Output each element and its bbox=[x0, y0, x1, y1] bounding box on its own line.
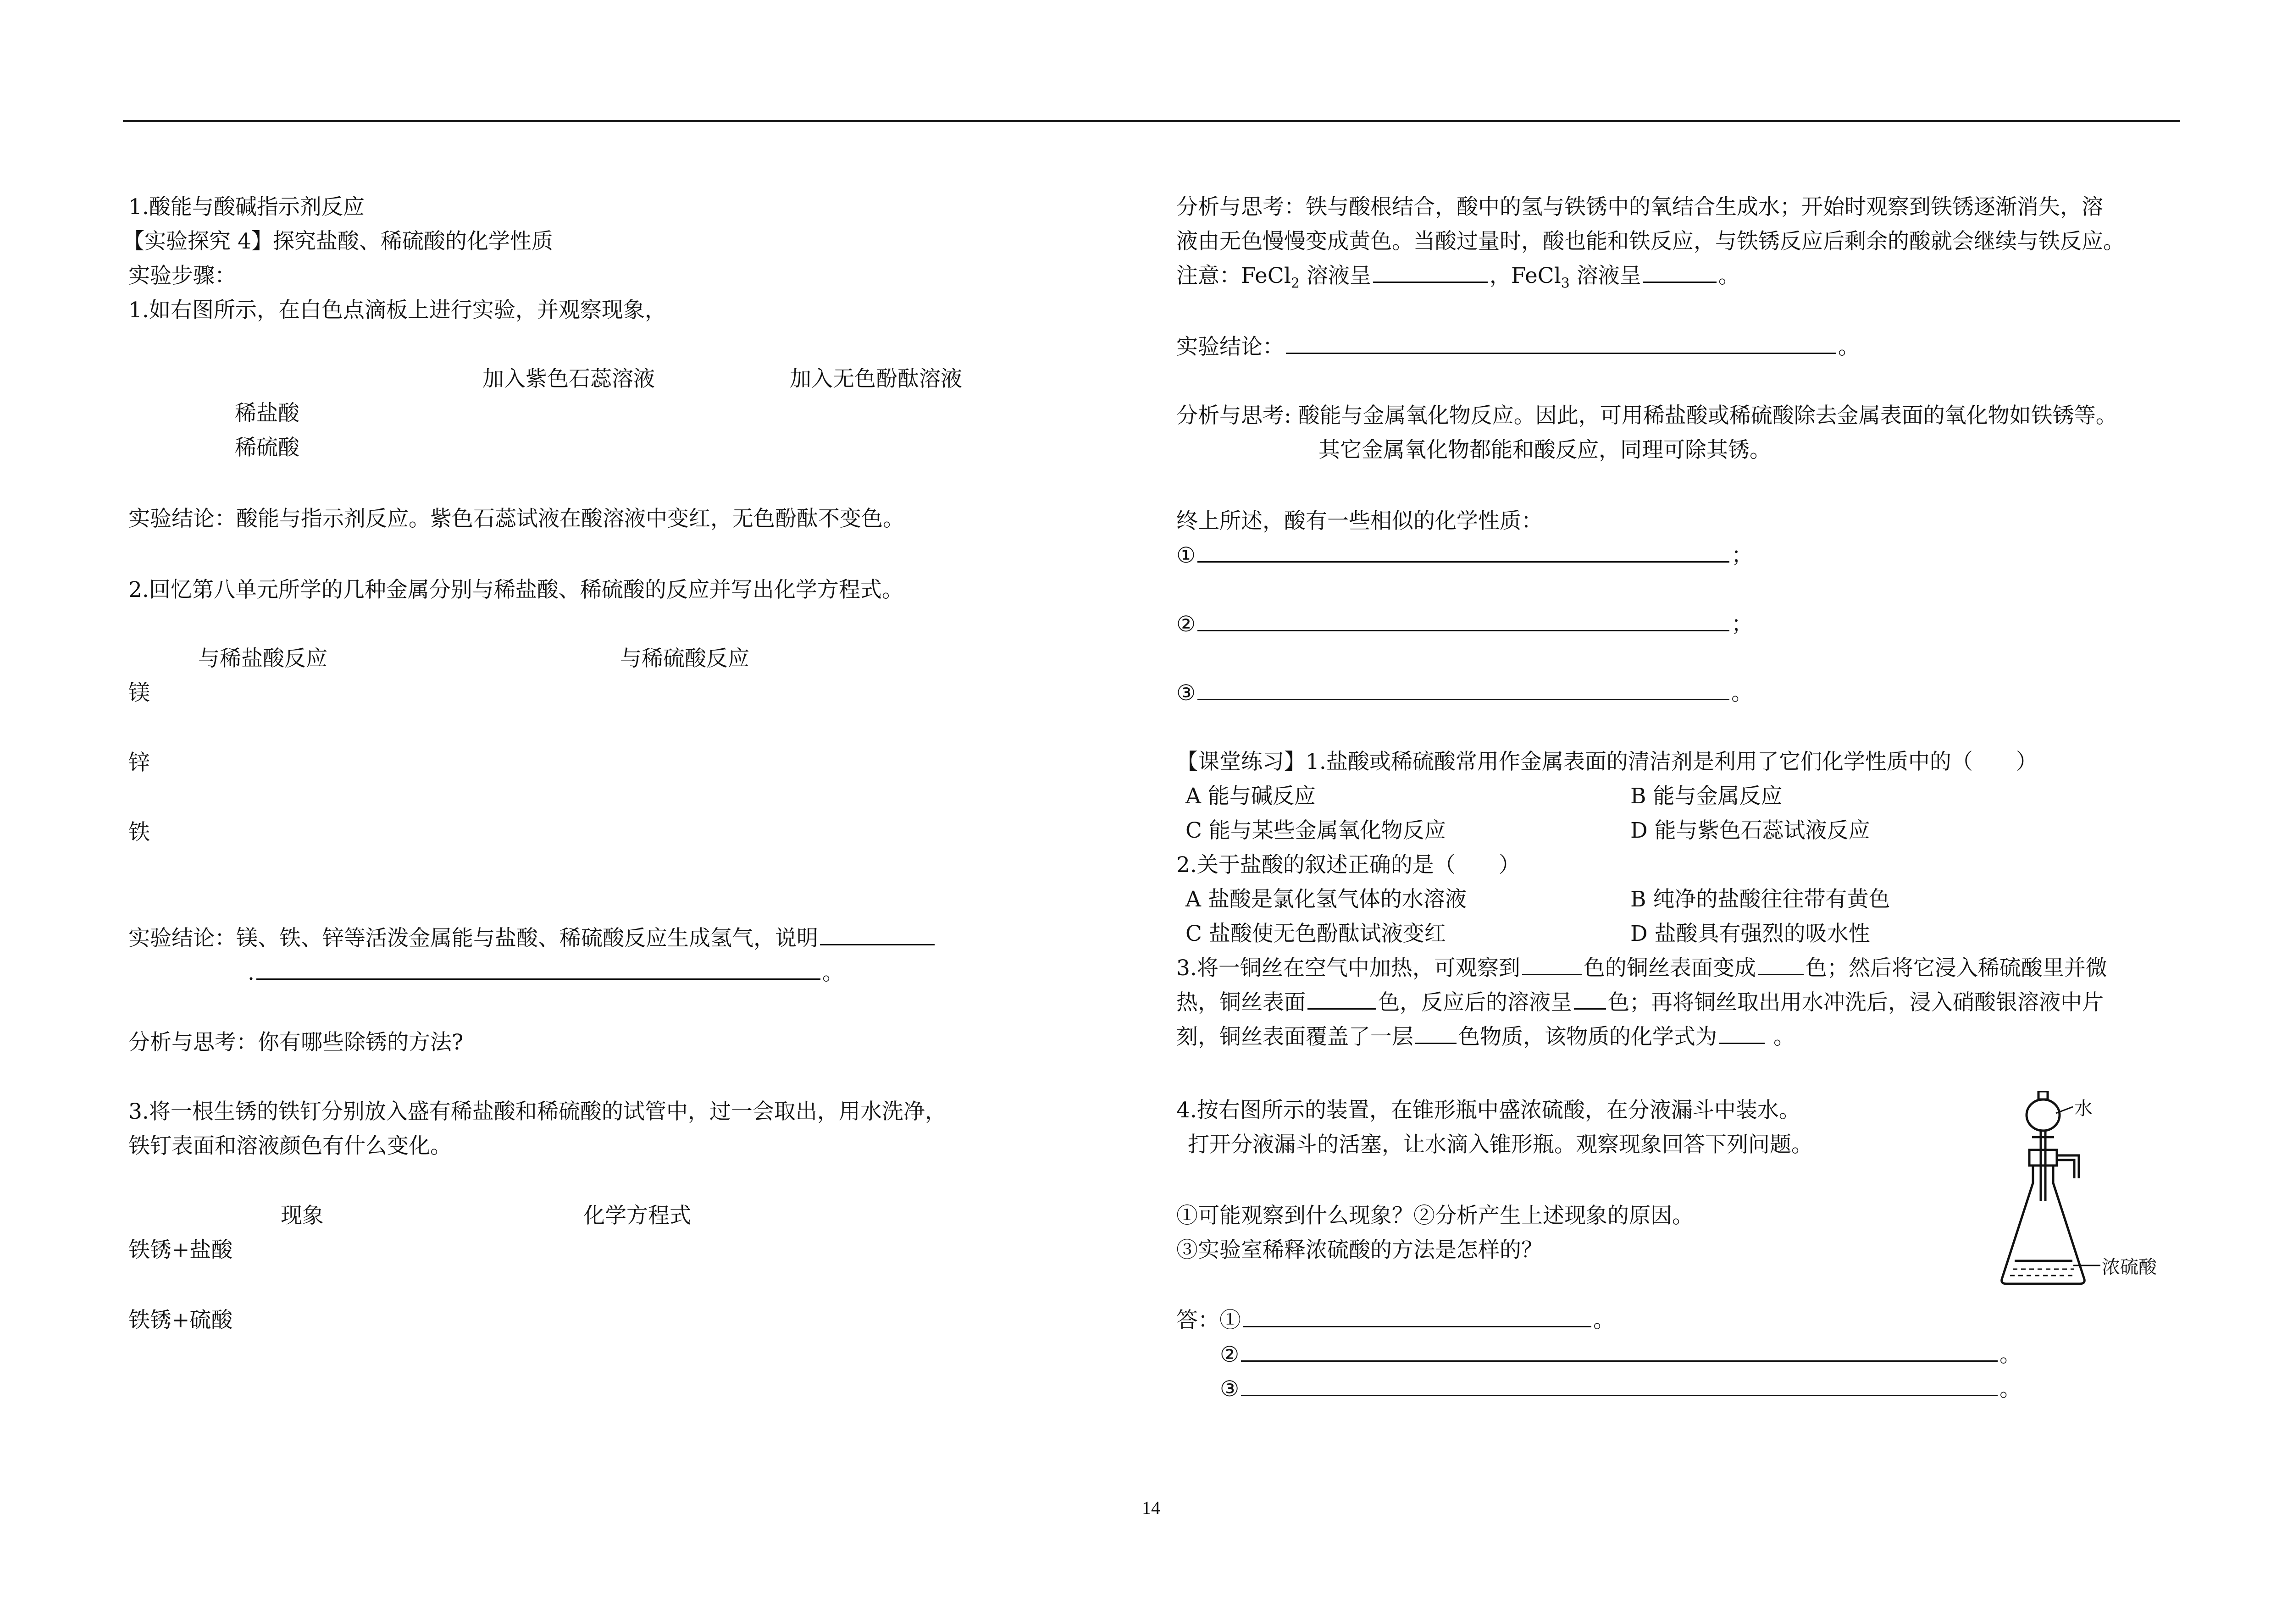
item-end: ； bbox=[1731, 612, 1753, 637]
table3-row-rust-h2so4: 铁锈+硫酸 bbox=[128, 1308, 233, 1333]
blank-line[interactable] bbox=[1241, 1342, 1998, 1362]
note-fecl: ，FeCl bbox=[1489, 263, 1561, 288]
exercise-1-option-c: C 能与某些金属氧化物反应 bbox=[1185, 818, 1446, 843]
blank-line[interactable] bbox=[1758, 956, 1804, 975]
table3-header-equation: 化学方程式 bbox=[583, 1203, 691, 1228]
blank-line[interactable] bbox=[1415, 1024, 1457, 1044]
exercise-4-question-1: ①可能观察到什么现象？②分析产生上述现象的原因。 bbox=[1176, 1203, 1694, 1228]
answer-marker: ③ bbox=[1220, 1376, 1240, 1402]
conclusion-2-text: 实验结论：镁、铁、锌等活泼金属能与盐酸、稀硫酸反应生成氢气，说明 bbox=[128, 926, 818, 951]
blank-line[interactable] bbox=[1307, 990, 1376, 1010]
item-marker: ② bbox=[1176, 612, 1196, 637]
summary: 终上所述，酸有一些相似的化学性质： bbox=[1176, 508, 1543, 534]
item-end: ； bbox=[1731, 543, 1753, 568]
conclusion-2-dot: . bbox=[248, 960, 255, 985]
question-3-line1: 3.将一根生锈的铁钉分别放入盛有稀盐酸和稀硫酸的试管中，过一会取出，用水洗净， bbox=[128, 1099, 947, 1124]
experiment-title: 【实验探究 4】探究盐酸、稀硫酸的化学性质 bbox=[123, 229, 553, 254]
conclusion-label: 实验结论： bbox=[1176, 334, 1284, 359]
blank-line[interactable] bbox=[1286, 334, 1836, 354]
blank-line[interactable] bbox=[1197, 543, 1729, 563]
metal-zn: 锌 bbox=[128, 750, 150, 775]
ex3-text: 色；再将铜丝取出用水冲洗后，浸入硝酸银溶液中片 bbox=[1608, 990, 2104, 1015]
item-end: 。 bbox=[1731, 680, 1753, 706]
answer-end: 。 bbox=[1999, 1376, 2022, 1402]
blank-line[interactable] bbox=[1643, 263, 1717, 283]
answer-2 bbox=[1220, 1341, 2021, 1369]
item-marker: ① bbox=[1176, 543, 1196, 568]
question-2: 2.回忆第八单元所学的几种金属分别与稀盐酸、稀硫酸的反应并写出化学方程式。 bbox=[128, 577, 903, 602]
analysis-2-line1: 分析与思考: 酸能与金属氧化物反应。因此，可用稀盐酸或稀硫酸除去金属表面的氧化物如铁锈等。 bbox=[1176, 403, 2117, 428]
property-3 bbox=[1176, 679, 1753, 707]
ex3-text: 3.将一铜丝在空气中加热，可观察到 bbox=[1176, 956, 1520, 981]
ex3-text: 色；然后将它浸入稀硫酸里并微 bbox=[1805, 956, 2107, 981]
conclusion-1: 实验结论：酸能与指示剂反应。紫色石蕊试液在酸溶液中变红，无色酚酞不变色。 bbox=[128, 506, 904, 531]
table3-row-rust-hcl: 铁锈+盐酸 bbox=[128, 1237, 233, 1263]
blank-line[interactable] bbox=[1373, 263, 1488, 283]
conclusion-2 bbox=[128, 925, 936, 952]
blank-line[interactable] bbox=[1241, 1376, 1998, 1396]
subscript-2: 2 bbox=[1291, 275, 1300, 292]
blank-line[interactable] bbox=[256, 960, 820, 980]
table1-header-phenol: 加入无色酚酞溶液 bbox=[790, 366, 962, 392]
answer-end: 。 bbox=[1999, 1342, 2022, 1367]
answer-3 bbox=[1220, 1375, 2021, 1403]
flask-funnel-icon bbox=[1997, 1091, 2190, 1307]
exercise-1-option-b: B 能与金属反应 bbox=[1630, 784, 1783, 809]
conclusion-2-cont bbox=[248, 959, 844, 987]
header-rule bbox=[123, 120, 2180, 122]
table1-header-litmus: 加入紫色石蕊溶液 bbox=[482, 366, 655, 392]
metal-fe: 铁 bbox=[128, 820, 150, 845]
analysis-1-line2: 液由无色慢慢变成黄色。当酸过量时，酸也能和铁反应，与铁锈反应后剩余的酸就会继续与铁反应。 bbox=[1176, 229, 2125, 254]
conclusion-2-end: 。 bbox=[822, 960, 844, 985]
exercise-2-option-c: C 盐酸使无色酚酞试液变红 bbox=[1185, 921, 1446, 946]
ex3-text: 热，铜丝表面 bbox=[1176, 990, 1306, 1015]
page-number: 14 bbox=[1142, 1497, 1160, 1518]
subscript-3: 3 bbox=[1561, 275, 1570, 292]
note-end: 。 bbox=[1718, 263, 1740, 288]
blank-line[interactable] bbox=[1719, 1024, 1765, 1044]
exercise-2-option-d: D 盐酸具有强烈的吸水性 bbox=[1630, 921, 1870, 946]
table1-row-h2so4: 稀硫酸 bbox=[235, 435, 299, 460]
table1-row-hcl: 稀盐酸 bbox=[235, 401, 299, 426]
exercise-3-line2 bbox=[1176, 989, 2104, 1016]
apparatus-figure bbox=[1997, 1091, 2190, 1307]
exercise-3-line3 bbox=[1176, 1023, 1795, 1051]
analysis-1-line1: 分析与思考：铁与酸根结合，酸中的氢与铁锈中的氧结合生成水；开始时观察到铁锈逐渐消失，溶 bbox=[1176, 194, 2103, 220]
steps-label: 实验步骤： bbox=[128, 263, 236, 288]
exercise-1-option-d: D 能与紫色石蕊试液反应 bbox=[1630, 818, 1870, 843]
ex3-text: 。 bbox=[1767, 1024, 1795, 1050]
ex3-text: 刻，铜丝表面覆盖了一层 bbox=[1176, 1024, 1413, 1050]
table3-header-phenomenon: 现象 bbox=[281, 1203, 324, 1228]
metal-mg: 镁 bbox=[128, 680, 150, 706]
ex3-text: 色，反应后的溶液呈 bbox=[1378, 990, 1572, 1015]
blank-line[interactable] bbox=[1197, 612, 1729, 631]
blank-line[interactable] bbox=[1522, 956, 1582, 975]
exercise-2-option-b: B 纯净的盐酸往往带有黄色 bbox=[1630, 887, 1890, 912]
table2-header-hcl: 与稀盐酸反应 bbox=[198, 646, 327, 671]
exercise-1-option-a: A 能与碱反应 bbox=[1185, 784, 1316, 809]
exercise-1: 【课堂练习】1.盐酸或稀硫酸常用作金属表面的清洁剂是利用了它们化学性质中的（ ） bbox=[1176, 749, 2038, 774]
property-2 bbox=[1176, 611, 1753, 638]
table2-header-h2so4: 与稀硫酸反应 bbox=[620, 646, 749, 671]
conclusion-3 bbox=[1176, 333, 1860, 361]
exercise-4-question-2: ③实验室稀释浓硫酸的方法是怎样的？ bbox=[1176, 1237, 1543, 1263]
question-3-line2: 铁钉表面和溶液颜色有什么变化。 bbox=[128, 1133, 452, 1159]
item-marker: ③ bbox=[1176, 680, 1196, 706]
step-1: 1.如右图所示，在白色点滴板上进行实验，并观察现象， bbox=[128, 298, 666, 323]
exercise-2-option-a: A 盐酸是氯化氢气体的水溶液 bbox=[1185, 887, 1467, 912]
blank-line[interactable] bbox=[1574, 990, 1606, 1010]
exercise-4-line2: 打开分液漏斗的活塞，让水滴入锥形瓶。观察现象回答下列问题。 bbox=[1188, 1132, 1813, 1157]
exercise-3-line1 bbox=[1176, 955, 2107, 982]
note-solution: 溶液呈 bbox=[1299, 263, 1371, 288]
figure-label-acid: 浓硫酸 bbox=[2102, 1257, 2157, 1278]
answer-end: 。 bbox=[1593, 1308, 1615, 1333]
figure-label-water: 水 bbox=[2074, 1098, 2093, 1119]
blank-line[interactable] bbox=[1243, 1308, 1591, 1327]
answer-1 bbox=[1176, 1307, 1615, 1334]
note-iron-chlorides bbox=[1176, 262, 1740, 297]
section-heading: 1.酸能与酸碱指示剂反应 bbox=[128, 194, 365, 220]
answer-label: 答：① bbox=[1176, 1308, 1241, 1333]
ex3-text: 色物质，该物质的化学式为 bbox=[1458, 1024, 1717, 1050]
ex3-text: 色的铜丝表面变成 bbox=[1583, 956, 1756, 981]
think-rust-removal: 分析与思考：你有哪些除锈的方法? bbox=[128, 1030, 464, 1055]
blank-line[interactable] bbox=[1197, 680, 1729, 700]
property-1 bbox=[1176, 542, 1753, 569]
blank-line[interactable] bbox=[820, 926, 935, 945]
exercise-2: 2.关于盐酸的叙述正确的是（ ） bbox=[1176, 852, 1520, 878]
answer-marker: ② bbox=[1220, 1342, 1240, 1367]
analysis-2-line2: 其它金属氧化物都能和酸反应，同理可除其锈。 bbox=[1318, 437, 1771, 463]
exercise-4-line1: 4.按右图所示的装置，在锥形瓶中盛浓硫酸，在分液漏斗中装水。 bbox=[1176, 1098, 1800, 1123]
note-solution: 溶液呈 bbox=[1569, 263, 1641, 288]
note-fecl: 注意：FeCl bbox=[1176, 263, 1291, 288]
conclusion-end: 。 bbox=[1838, 334, 1860, 359]
